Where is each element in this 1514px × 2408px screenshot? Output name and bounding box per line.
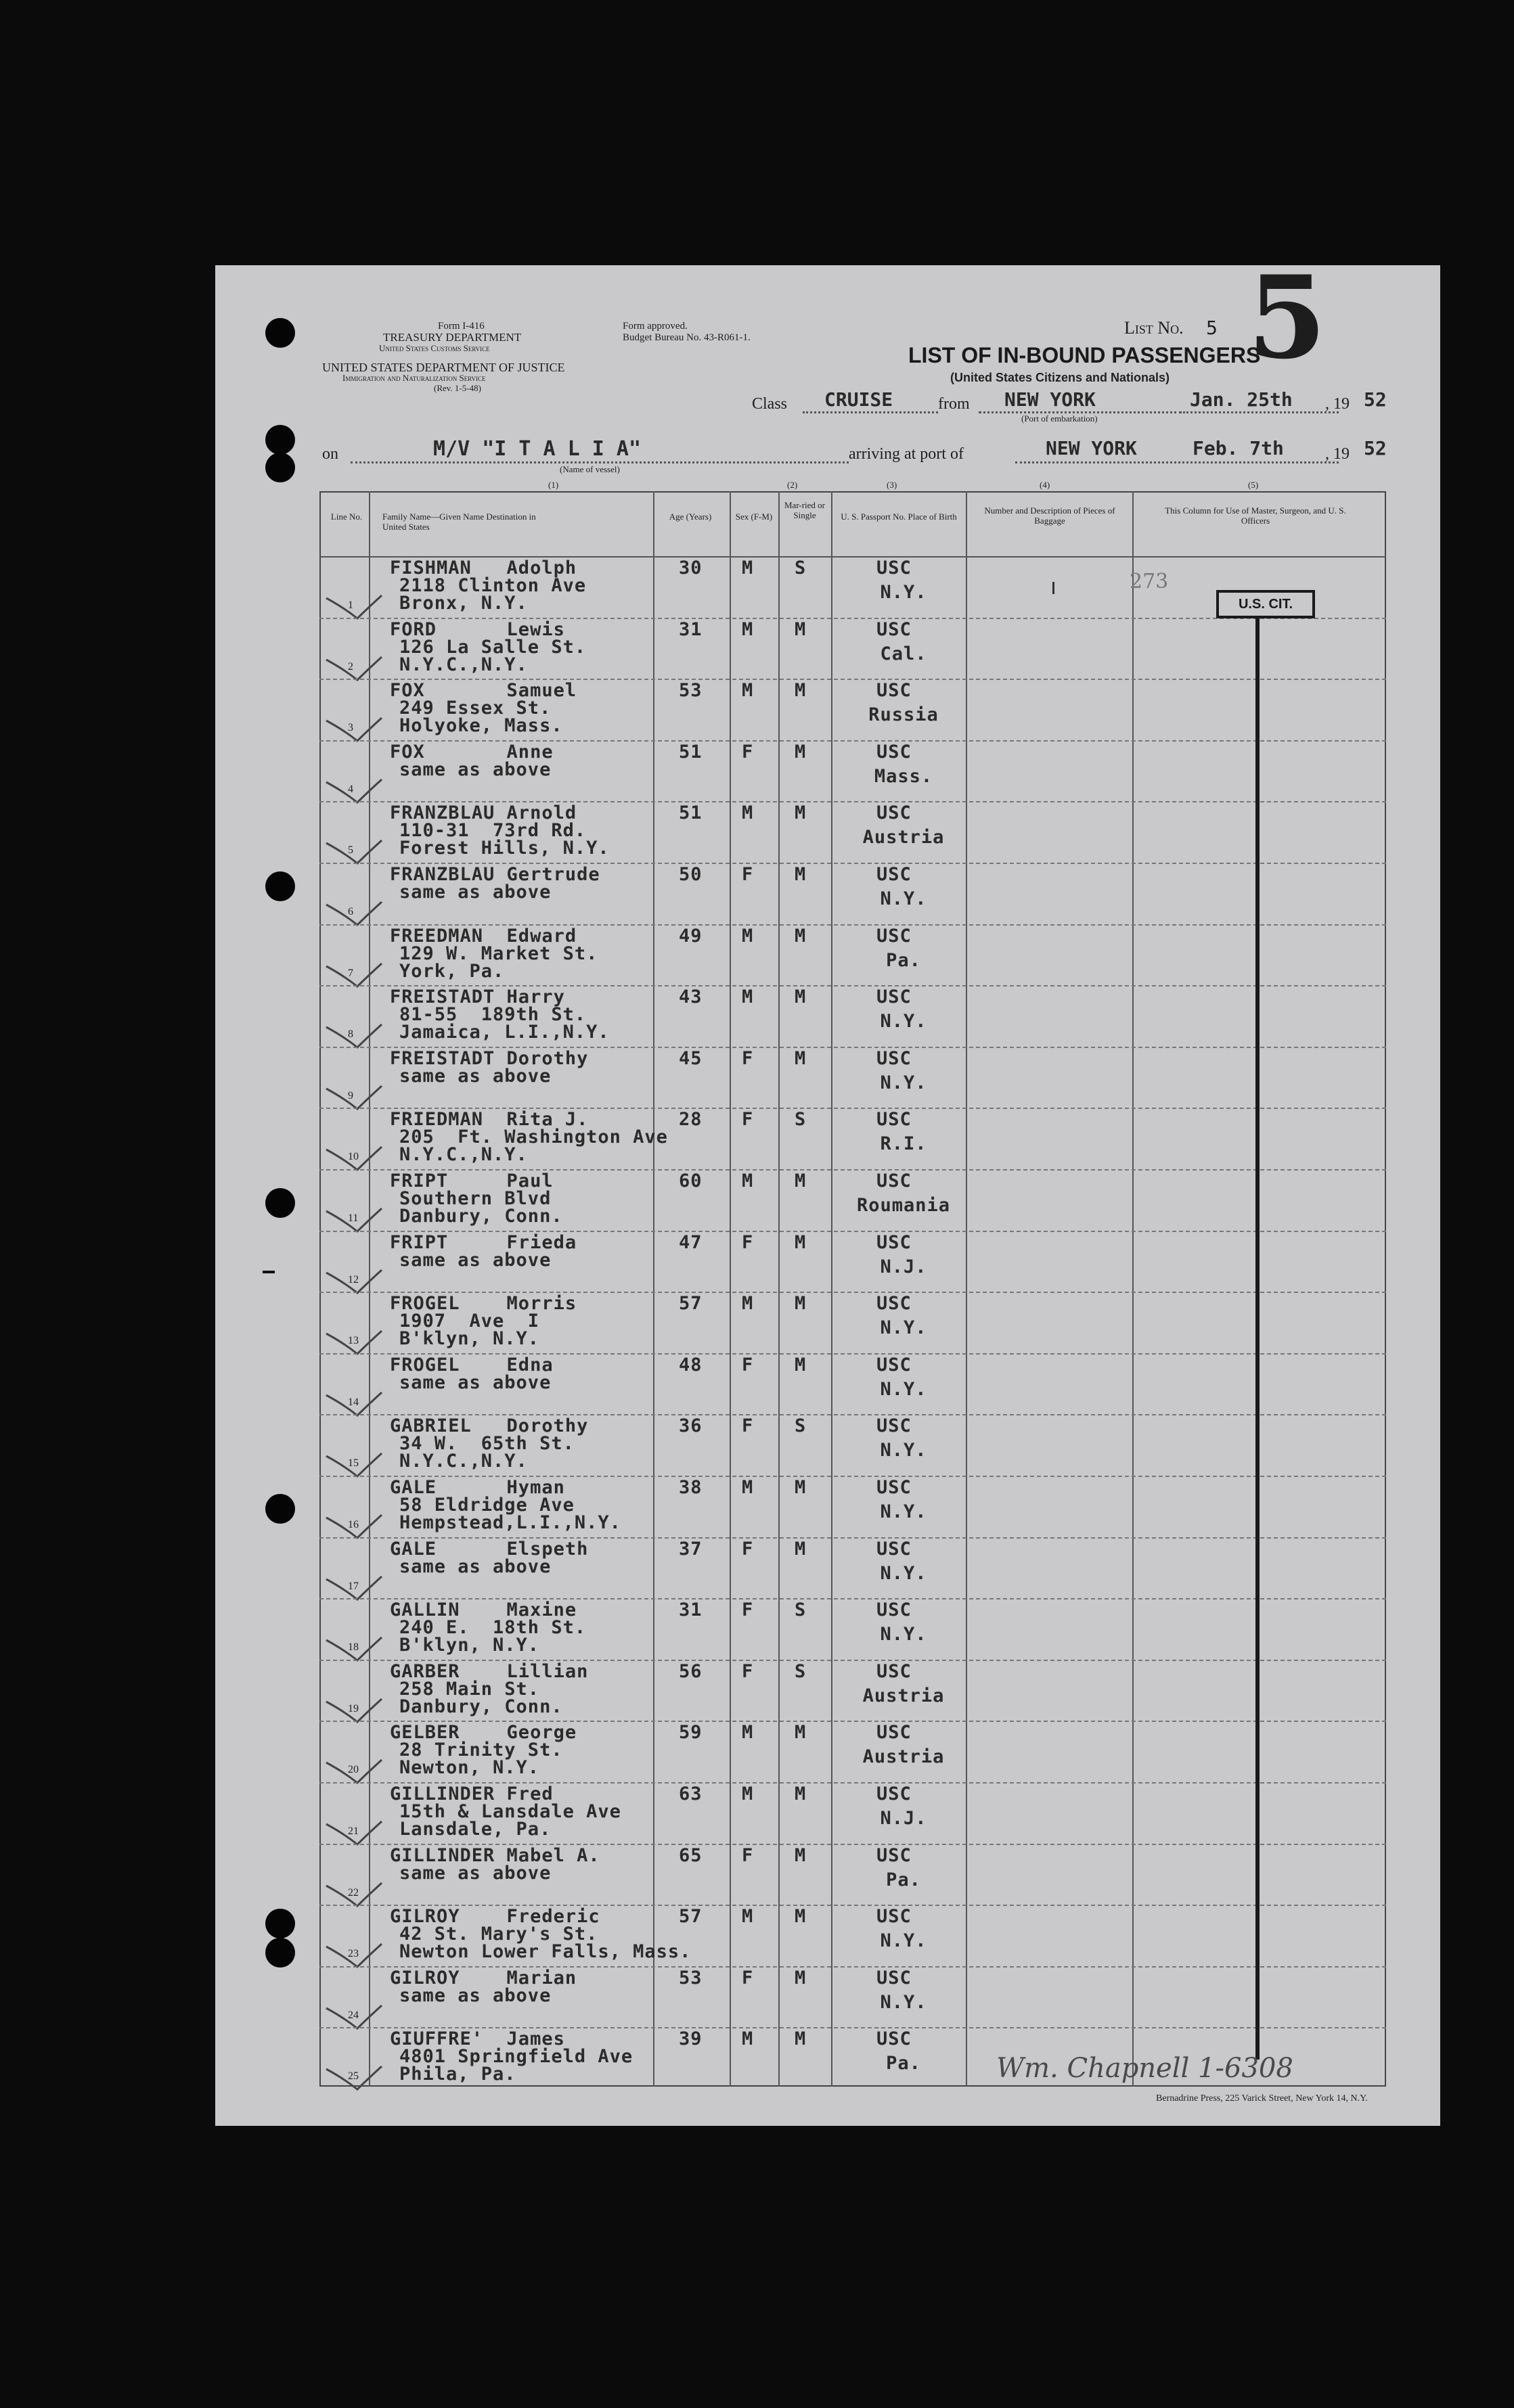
line-number: 18 (348, 1641, 359, 1654)
marital-status: S (795, 558, 807, 578)
line-number: 11 (348, 1212, 359, 1224)
passport-status: USC (876, 1231, 912, 1253)
passenger-name: FRIPT Paul (390, 1171, 554, 1191)
marital-status: S (795, 1660, 807, 1682)
passenger-name: GELBER George (390, 1722, 577, 1744)
embark-note: (Port of embarkation) (1021, 413, 1098, 424)
sex: M (742, 802, 754, 824)
col-divider (778, 491, 780, 2087)
list-number-large: 5 (1247, 250, 1327, 384)
sex: M (742, 680, 754, 702)
age: 43 (679, 986, 703, 1008)
sex: M (742, 1171, 754, 1191)
place-of-birth: N.Y. (880, 1562, 927, 1584)
arrival-date: Feb. 7th (1193, 437, 1284, 459)
sex: F (742, 1844, 754, 1866)
form-approved: Form approved. (623, 321, 688, 332)
address-line-1: same as above (399, 1371, 552, 1393)
line-number: 9 (348, 1089, 353, 1101)
address-line-1: 110-31 73rd Rd. (399, 820, 587, 842)
vessel-name: M/V "I T A L I A" (433, 437, 642, 461)
sex: F (742, 1599, 754, 1621)
address-line-2: Newton, N.Y. (399, 1757, 540, 1779)
check-mark-icon (324, 2065, 384, 2092)
sex: F (742, 1354, 754, 1376)
age: 48 (679, 1354, 703, 1376)
age: 50 (679, 864, 703, 885)
passport-status: USC (876, 1538, 912, 1560)
passport-status: USC (876, 1354, 912, 1376)
address-line-1: 2118 Clinton Ave (399, 575, 587, 596)
vessel-note: (Name of vessel) (560, 464, 620, 474)
age: 51 (679, 802, 703, 824)
passenger-name: GALLIN Maxine (390, 1599, 577, 1621)
address-line-2: Jamaica, L.I.,N.Y. (399, 1022, 610, 1043)
sex: F (742, 1538, 754, 1560)
passenger-name: FROGEL Edna (390, 1354, 554, 1376)
sex: F (742, 1047, 754, 1069)
passenger-name: FRANZBLAU Gertrude (390, 864, 600, 885)
passenger-name: GILROY Frederic (390, 1906, 600, 1928)
passport-status: USC (876, 925, 912, 947)
marital-status: M (795, 1354, 807, 1376)
customs-service: United States Customs Service (379, 343, 490, 353)
form-number: Form I-416 (438, 321, 485, 332)
passenger-name: FREISTADT Harry (390, 986, 565, 1008)
passport-status: USC (876, 802, 912, 824)
place-of-birth: N.Y. (880, 1317, 927, 1339)
address-line-1: 129 W. Market St. (399, 942, 598, 964)
place-of-birth: N.Y. (880, 1991, 927, 2013)
col-divider (1132, 491, 1134, 2087)
from-year-prefix: , 19 (1325, 395, 1350, 413)
passenger-name: GILLINDER Mabel A. (390, 1844, 600, 1866)
passenger-name: FREISTADT Dorothy (390, 1047, 589, 1069)
marital-status: M (795, 864, 807, 885)
sex: M (742, 1477, 754, 1498)
punch-hole (265, 1188, 295, 1218)
address-line-2: Forest Hills, N.Y. (399, 838, 610, 859)
line-number: 13 (348, 1335, 359, 1347)
passport-status: USC (876, 1844, 912, 1866)
sex: F (742, 1660, 754, 1682)
sex: M (742, 618, 754, 640)
address-line-1: 126 La Salle St. (399, 636, 587, 658)
budget-bureau: Budget Bureau No. 43-R061-1. (623, 332, 751, 343)
line-number: 5 (348, 844, 353, 857)
sex: F (742, 741, 754, 763)
marital-status: M (795, 1906, 807, 1928)
line-number: 22 (348, 1886, 359, 1899)
marital-status: M (795, 680, 807, 702)
marital-status: M (795, 986, 807, 1008)
col-divider (966, 491, 967, 2087)
punch-hole (265, 1494, 295, 1524)
place-of-birth: Pa. (886, 949, 921, 971)
address-line-2: B'klyn, N.Y. (399, 1328, 540, 1350)
passport-status: USC (876, 1722, 912, 1744)
place-of-birth: N.Y. (880, 1378, 927, 1400)
passenger-name: GIUFFRE' James (390, 2028, 565, 2050)
sex: F (742, 1109, 754, 1131)
address-line-2: Newton Lower Falls, Mass. (399, 1941, 692, 1963)
line-number: 6 (348, 906, 353, 917)
address-line-2: Phila, Pa. (399, 2064, 516, 2085)
place-of-birth: N.Y. (880, 1440, 927, 1461)
col-num-1: (1) (548, 480, 559, 490)
line-number: 12 (348, 1273, 359, 1286)
passenger-name: FOX Anne (390, 741, 554, 763)
marital-status: S (795, 1599, 807, 1621)
marital-status: M (795, 1538, 807, 1560)
marital-status: M (795, 1967, 807, 1989)
place-of-birth: Roumania (856, 1195, 951, 1216)
passport-status: USC (876, 1477, 912, 1498)
age: 28 (679, 1109, 703, 1131)
address-line-1: 205 Ft. Washington Ave (399, 1127, 668, 1148)
passport-status: USC (876, 1415, 912, 1437)
line-number: 2 (348, 660, 353, 673)
baggage-tick-mark (1052, 582, 1054, 594)
place-of-birth: N.Y. (880, 582, 927, 603)
punch-hole (265, 1938, 295, 1968)
passport-status: USC (876, 1784, 912, 1804)
col-head-officers: This Column for Use of Master, Surgeon, and U. S. Officers (1165, 505, 1346, 526)
age: 36 (679, 1415, 703, 1437)
passenger-name: GILLINDER Fred (390, 1784, 554, 1804)
sex: M (742, 1784, 754, 1804)
line-number: 16 (348, 1519, 359, 1530)
passenger-name: GARBER Lillian (390, 1660, 589, 1682)
from-value: NEW YORK (1004, 388, 1096, 411)
place-of-birth: N.Y. (880, 888, 927, 909)
age: 56 (679, 1660, 703, 1682)
place-of-birth: Austria (862, 827, 945, 848)
age: 51 (679, 741, 703, 763)
line-number: 21 (348, 1825, 359, 1837)
passenger-name: FRIEDMAN Rita J. (390, 1109, 589, 1131)
age: 59 (679, 1722, 703, 1744)
passport-status: USC (876, 618, 912, 640)
treasury-dept: TREASURY DEPARTMENT (383, 331, 522, 344)
col-num-5: (5) (1248, 480, 1259, 490)
marital-status: S (795, 1415, 807, 1437)
address-line-1: same as above (399, 1984, 552, 2006)
address-line-1: 58 Eldridge Ave (399, 1495, 575, 1516)
address-line-1: same as above (399, 1249, 552, 1271)
col-num-2: (2) (787, 480, 798, 490)
marital-status: M (795, 618, 807, 640)
age: 57 (679, 1906, 703, 1928)
passenger-name: FREEDMAN Edward (390, 925, 577, 947)
place-of-birth: N.Y. (880, 1072, 927, 1093)
address-line-2: Bronx, N.Y. (399, 593, 528, 614)
age: 31 (679, 1599, 703, 1621)
sex: F (742, 864, 754, 885)
passport-status: USC (876, 1599, 912, 1621)
address-line-1: 4801 Springfield Ave (399, 2046, 633, 2068)
place-of-birth: Russia (868, 704, 939, 726)
passport-status: USC (876, 680, 912, 702)
age: 53 (679, 680, 703, 702)
passport-status: USC (876, 1906, 912, 1928)
place-of-birth: Pa. (886, 1869, 921, 1890)
arrival-year: 52 (1364, 437, 1387, 459)
printer-footer: Bernadrine Press, 225 Varick Street, New York 14, N.Y. (1156, 2093, 1368, 2104)
passport-status: USC (876, 1660, 912, 1682)
marital-status: M (795, 741, 807, 763)
sex: M (742, 986, 754, 1008)
address-line-1: same as above (399, 1555, 552, 1577)
address-line-1: 15th & Lansdale Ave (399, 1801, 621, 1822)
marital-status: M (795, 2028, 807, 2050)
from-label: from (938, 395, 970, 413)
sex: F (742, 1231, 754, 1253)
from-year: 52 (1364, 388, 1387, 411)
address-line-2: Lansdale, Pa. (399, 1819, 552, 1840)
age: 53 (679, 1967, 703, 1989)
address-line-1: 81-55 189th St. (399, 1004, 587, 1026)
age: 49 (679, 925, 703, 947)
passenger-name: GALE Hyman (390, 1477, 565, 1498)
address-line-2: N.Y.C.,N.Y. (399, 1144, 528, 1166)
col-num-3: (3) (887, 480, 897, 490)
address-line-1: same as above (399, 1862, 552, 1884)
line-number: 14 (348, 1396, 359, 1408)
marital-status: M (795, 1231, 807, 1253)
line-number: 3 (348, 722, 353, 734)
sex: M (742, 558, 754, 578)
line-number: 4 (348, 783, 353, 795)
address-line-1: 249 Essex St. (399, 698, 552, 719)
passenger-name: FORD Lewis (390, 618, 565, 640)
col-divider (831, 491, 832, 2087)
stamp-line (1255, 618, 1260, 2060)
col-num-4: (4) (1040, 480, 1050, 490)
sex: M (742, 1722, 754, 1744)
address-line-2: B'klyn, N.Y. (399, 1635, 540, 1656)
passport-status: USC (876, 1109, 912, 1131)
marital-status: M (795, 925, 807, 947)
line-number: 24 (348, 2009, 359, 2021)
justice-dept: UNITED STATES DEPARTMENT OF JUSTICE (322, 361, 565, 374)
list-title: LIST OF IN-BOUND PASSENGERS (908, 343, 1261, 367)
punch-hole (265, 318, 295, 348)
marital-status: M (795, 1293, 807, 1315)
passport-status: USC (876, 1967, 912, 1989)
passenger-name: FROGEL Morris (390, 1293, 577, 1315)
address-line-2: N.Y.C.,N.Y. (399, 1451, 528, 1472)
sex: M (742, 1293, 754, 1315)
us-citizen-stamp: U.S. CIT. (1216, 590, 1315, 618)
address-line-2: Danbury, Conn. (399, 1206, 563, 1227)
passenger-name: FISHMAN Adolph (390, 558, 577, 578)
sex: M (742, 925, 754, 947)
arrival-underline (1015, 461, 1339, 463)
col-divider (730, 491, 731, 2087)
line-number: 23 (348, 1948, 359, 1960)
col-head-sex: Sex (F-M) (735, 512, 773, 522)
line-number: 19 (348, 1702, 359, 1714)
address-line-1: 42 St. Mary's St. (399, 1924, 598, 1945)
punch-hole (265, 1909, 295, 1938)
place-of-birth: N.Y. (880, 1501, 927, 1522)
marital-status: M (795, 1477, 807, 1498)
line-number: 17 (348, 1580, 359, 1592)
place-of-birth: Austria (862, 1746, 945, 1768)
place-of-birth: Cal. (880, 643, 927, 664)
address-line-1: 28 Trinity St. (399, 1740, 563, 1761)
line-number: 20 (348, 1764, 359, 1776)
place-of-birth: Austria (862, 1685, 945, 1706)
place-of-birth: R.I. (880, 1133, 927, 1155)
arrival-year-prefix: , 19 (1325, 445, 1350, 463)
col-head-name: Family Name—Given Name Destination in United States (382, 512, 536, 532)
punch-hole (265, 871, 295, 901)
line-number: 8 (348, 1028, 353, 1041)
age: 37 (679, 1538, 703, 1560)
line-number: 10 (348, 1151, 359, 1163)
vessel-underline (351, 461, 849, 463)
address-line-2: Holyoke, Mass. (399, 715, 563, 737)
age: 65 (679, 1844, 703, 1866)
sex: F (742, 1967, 754, 1989)
passport-status: USC (876, 1293, 912, 1315)
punch-hole (265, 425, 295, 455)
address-line-1: 1907 Ave I (399, 1311, 540, 1332)
col-head-baggage: Number and Description of Pieces of Baggage (984, 505, 1115, 526)
line-number: 1 (348, 599, 353, 611)
sex: M (742, 1906, 754, 1928)
list-number-value: 5 (1206, 317, 1218, 339)
col-head-age: Age (Years) (669, 512, 712, 522)
age: 31 (679, 618, 703, 640)
marital-status: M (795, 1784, 807, 1804)
place-of-birth: N.Y. (880, 1011, 927, 1032)
class-label: Class (752, 395, 788, 413)
passenger-name: GALE Elspeth (390, 1538, 589, 1560)
age: 45 (679, 1047, 703, 1069)
age: 38 (679, 1477, 703, 1498)
address-line-2: N.Y.C.,N.Y. (399, 654, 528, 675)
class-value: CRUISE (824, 388, 893, 411)
place-of-birth: Mass. (874, 765, 933, 787)
passport-status: USC (876, 986, 912, 1008)
age: 63 (679, 1784, 703, 1804)
address-line-2: York, Pa. (399, 960, 505, 982)
passport-status: USC (876, 2028, 912, 2050)
col-head-married: Mar-ried or Single (784, 500, 826, 520)
marital-status: M (795, 1171, 807, 1191)
address-line-2: Hempstead,L.I.,N.Y. (399, 1512, 621, 1533)
address-line-1: Southern Blvd (399, 1188, 552, 1209)
col-head-line: Line No. (330, 512, 363, 522)
address-line-2: Danbury, Conn. (399, 1696, 563, 1717)
marital-status: M (795, 1844, 807, 1866)
officer-signature: Wm. Chapnell 1-6308 (996, 2053, 1293, 2084)
age: 57 (679, 1293, 703, 1315)
passport-status: USC (876, 1171, 912, 1191)
passport-status: USC (876, 1047, 912, 1069)
address-line-1: same as above (399, 882, 552, 903)
col-head-passport: U. S. Passport No. Place of Birth (841, 512, 957, 522)
revision: (Rev. 1-5-48) (434, 383, 481, 393)
address-line-1: same as above (399, 758, 552, 780)
passenger-name: GABRIEL Dorothy (390, 1415, 589, 1437)
from-date-underline (1183, 411, 1339, 413)
line-number: 25 (348, 2070, 359, 2083)
marital-status: S (795, 1109, 807, 1131)
marital-status: M (795, 1047, 807, 1069)
age: 30 (679, 558, 703, 578)
on-label: on (322, 445, 338, 463)
sex: F (742, 1415, 754, 1437)
place-of-birth: N.Y. (880, 1930, 927, 1952)
place-of-birth: N.J. (880, 1256, 927, 1277)
ins-service: Immigration and Naturalization Service (342, 373, 486, 383)
age: 47 (679, 1231, 703, 1253)
passport-status: USC (876, 864, 912, 885)
baggage-note: 273 (1130, 570, 1169, 593)
class-underline (803, 411, 938, 413)
marital-status: M (795, 802, 807, 824)
margin-mark (263, 1271, 275, 1273)
age: 60 (679, 1171, 703, 1191)
address-line-1: 258 Main St. (399, 1678, 540, 1700)
line-number: 7 (348, 967, 353, 979)
col-divider (653, 491, 654, 2087)
passenger-name: FOX Samuel (390, 680, 577, 702)
sex: M (742, 2028, 754, 2050)
punch-hole (265, 453, 295, 482)
list-subtitle: (United States Citizens and Nationals) (950, 371, 1170, 384)
place-of-birth: N.Y. (880, 1624, 927, 1645)
age: 39 (679, 2028, 703, 2050)
passenger-name: FRANZBLAU Arnold (390, 802, 577, 824)
place-of-birth: N.J. (880, 1808, 927, 1829)
line-number: 15 (348, 1457, 359, 1470)
arriving-label: arriving at port of (849, 445, 964, 463)
marital-status: M (795, 1722, 807, 1744)
passport-status: USC (876, 558, 912, 578)
list-number-label: List No. (1124, 318, 1184, 338)
address-line-1: 34 W. 65th St. (399, 1433, 575, 1455)
place-of-birth: Pa. (886, 2053, 921, 2074)
passenger-name: FRIPT Frieda (390, 1231, 577, 1253)
address-line-1: same as above (399, 1065, 552, 1087)
passenger-name: GILROY Marian (390, 1967, 577, 1989)
passport-status: USC (876, 741, 912, 763)
arrival-port: NEW YORK (1046, 437, 1137, 459)
address-line-1: 240 E. 18th St. (399, 1617, 587, 1639)
from-date: Jan. 25th (1190, 388, 1293, 411)
